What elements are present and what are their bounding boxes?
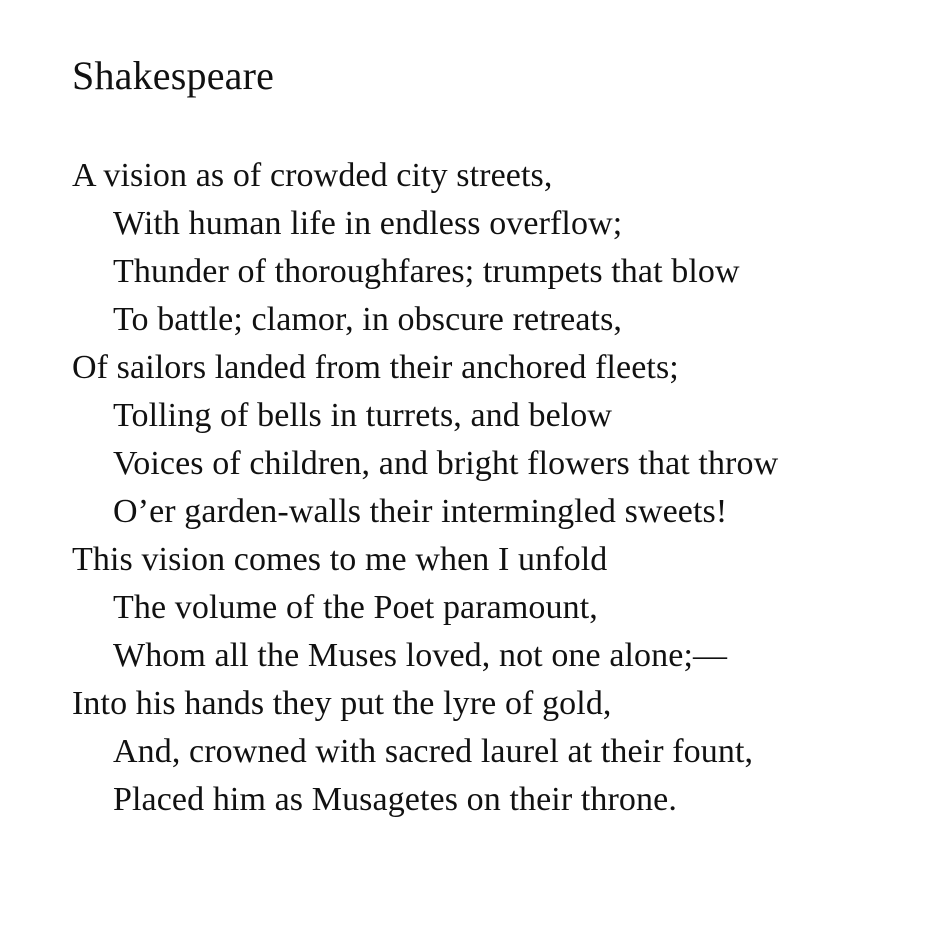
poem-line: Voices of children, and bright flowers that throw [113,445,779,482]
poem-line: With human life in endless overflow; [113,205,623,242]
poem-line: Into his hands they put the lyre of gold, [72,685,612,722]
poem-body [72,152,932,824]
poem-line: A vision as of crowded city streets, [72,157,553,194]
poem-line: O’er garden-walls their intermingled sweets! [113,493,728,530]
document-page [72,48,932,824]
poem-line: This vision comes to me when I unfold [72,541,608,578]
poem-line: Tolling of bells in turrets, and below [113,397,613,434]
poem-line: And, crowned with sacred laurel at their fount, [113,733,754,770]
poem-title: Shakespeare [72,53,275,98]
poem-line: Thunder of thoroughfares; trumpets that blow [113,253,740,290]
poem-line: Of sailors landed from their anchored fleets; [72,349,679,386]
poem-line: The volume of the Poet paramount, [113,589,598,626]
poem-line: Placed him as Musagetes on their throne. [113,781,677,818]
poem-line: Whom all the Muses loved, not one alone;— [113,637,728,674]
poem-line: To battle; clamor, in obscure retreats, [113,301,623,338]
